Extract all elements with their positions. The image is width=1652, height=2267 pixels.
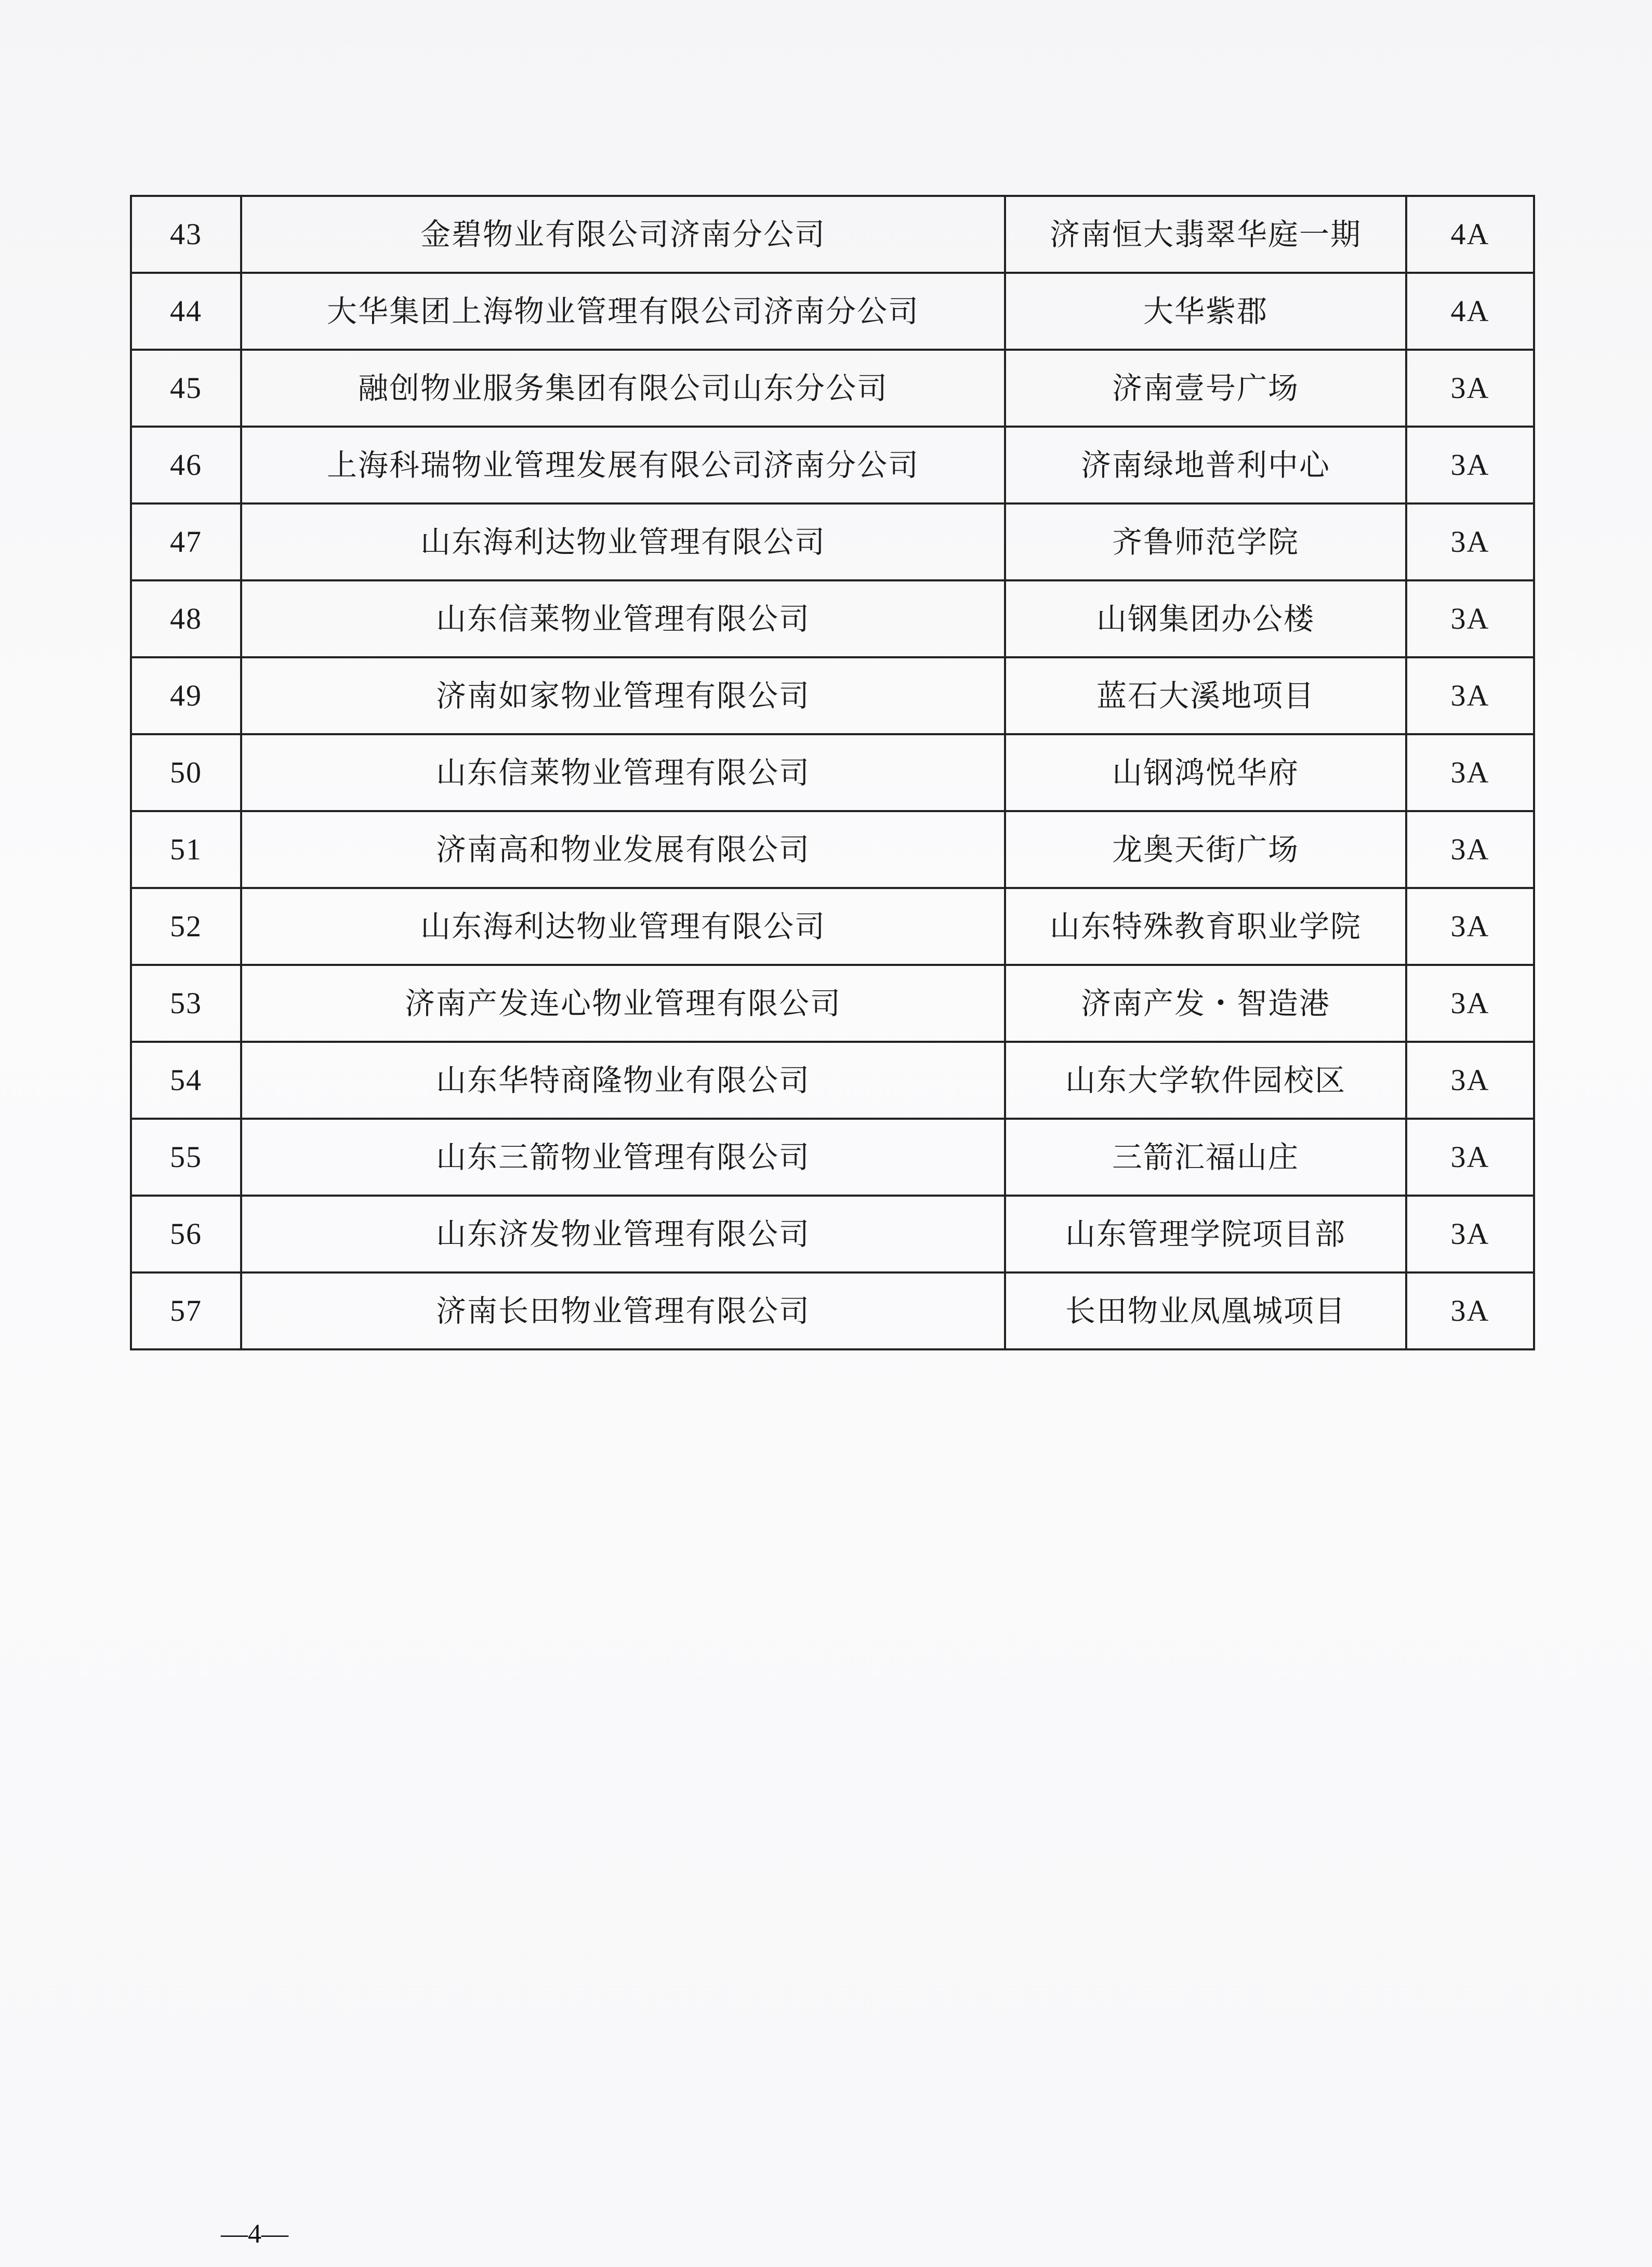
row-number: 55 — [131, 1119, 241, 1196]
company-name: 济南如家物业管理有限公司 — [241, 657, 1005, 734]
grade: 3A — [1406, 503, 1534, 580]
project-name: 山东特殊教育职业学院 — [1005, 888, 1406, 965]
table-row — [131, 734, 1534, 811]
property-rating-table — [130, 195, 1535, 1350]
company-name: 上海科瑞物业管理发展有限公司济南分公司 — [241, 427, 1005, 503]
table-row — [131, 1042, 1534, 1119]
table-row — [131, 1196, 1534, 1272]
grade: 4A — [1406, 196, 1534, 273]
project-name: 山钢鸿悦华府 — [1005, 734, 1406, 811]
project-name: 龙奥天街广场 — [1005, 811, 1406, 888]
project-name: 山东大学软件园校区 — [1005, 1042, 1406, 1119]
grade: 3A — [1406, 427, 1534, 503]
table-row — [131, 503, 1534, 580]
table-row — [131, 657, 1534, 734]
row-number: 46 — [131, 427, 241, 503]
row-number: 50 — [131, 734, 241, 811]
table-row — [131, 350, 1534, 427]
row-number: 56 — [131, 1196, 241, 1272]
company-name: 山东海利达物业管理有限公司 — [241, 503, 1005, 580]
table-row — [131, 1119, 1534, 1196]
company-name: 金碧物业有限公司济南分公司 — [241, 196, 1005, 273]
company-name: 大华集团上海物业管理有限公司济南分公司 — [241, 273, 1005, 350]
table-row — [131, 580, 1534, 657]
row-number: 51 — [131, 811, 241, 888]
company-name: 济南产发连心物业管理有限公司 — [241, 965, 1005, 1042]
project-name: 长田物业凤凰城项目 — [1005, 1272, 1406, 1349]
row-number: 52 — [131, 888, 241, 965]
grade: 4A — [1406, 273, 1534, 350]
grade: 3A — [1406, 811, 1534, 888]
grade: 3A — [1406, 657, 1534, 734]
company-name: 融创物业服务集团有限公司山东分公司 — [241, 350, 1005, 427]
grade: 3A — [1406, 580, 1534, 657]
page-number: —4— — [221, 2219, 288, 2249]
table-row — [131, 965, 1534, 1042]
row-number: 49 — [131, 657, 241, 734]
row-number: 43 — [131, 196, 241, 273]
grade: 3A — [1406, 1272, 1534, 1349]
company-name: 山东济发物业管理有限公司 — [241, 1196, 1005, 1272]
project-name: 蓝石大溪地项目 — [1005, 657, 1406, 734]
table-body — [131, 196, 1534, 1349]
company-name: 山东信莱物业管理有限公司 — [241, 580, 1005, 657]
grade: 3A — [1406, 965, 1534, 1042]
row-number: 44 — [131, 273, 241, 350]
project-name: 济南绿地普利中心 — [1005, 427, 1406, 503]
row-number: 53 — [131, 965, 241, 1042]
table-row — [131, 811, 1534, 888]
project-name: 山东管理学院项目部 — [1005, 1196, 1406, 1272]
row-number: 57 — [131, 1272, 241, 1349]
project-name: 济南恒大翡翠华庭一期 — [1005, 196, 1406, 273]
grade: 3A — [1406, 350, 1534, 427]
project-name: 山钢集团办公楼 — [1005, 580, 1406, 657]
grade: 3A — [1406, 734, 1534, 811]
table-row — [131, 888, 1534, 965]
grade: 3A — [1406, 1119, 1534, 1196]
company-name: 山东信莱物业管理有限公司 — [241, 734, 1005, 811]
table-row — [131, 427, 1534, 503]
company-name: 山东三箭物业管理有限公司 — [241, 1119, 1005, 1196]
project-name: 济南壹号广场 — [1005, 350, 1406, 427]
table-row — [131, 196, 1534, 273]
project-name: 大华紫郡 — [1005, 273, 1406, 350]
company-name: 山东海利达物业管理有限公司 — [241, 888, 1005, 965]
company-name: 济南长田物业管理有限公司 — [241, 1272, 1005, 1349]
row-number: 47 — [131, 503, 241, 580]
project-name: 三箭汇福山庄 — [1005, 1119, 1406, 1196]
project-name: 齐鲁师范学院 — [1005, 503, 1406, 580]
table-row — [131, 273, 1534, 350]
company-name: 山东华特商隆物业有限公司 — [241, 1042, 1005, 1119]
table-row — [131, 1272, 1534, 1349]
row-number: 54 — [131, 1042, 241, 1119]
row-number: 45 — [131, 350, 241, 427]
row-number: 48 — [131, 580, 241, 657]
grade: 3A — [1406, 1042, 1534, 1119]
company-name: 济南高和物业发展有限公司 — [241, 811, 1005, 888]
project-name: 济南产发・智造港 — [1005, 965, 1406, 1042]
grade: 3A — [1406, 1196, 1534, 1272]
grade: 3A — [1406, 888, 1534, 965]
